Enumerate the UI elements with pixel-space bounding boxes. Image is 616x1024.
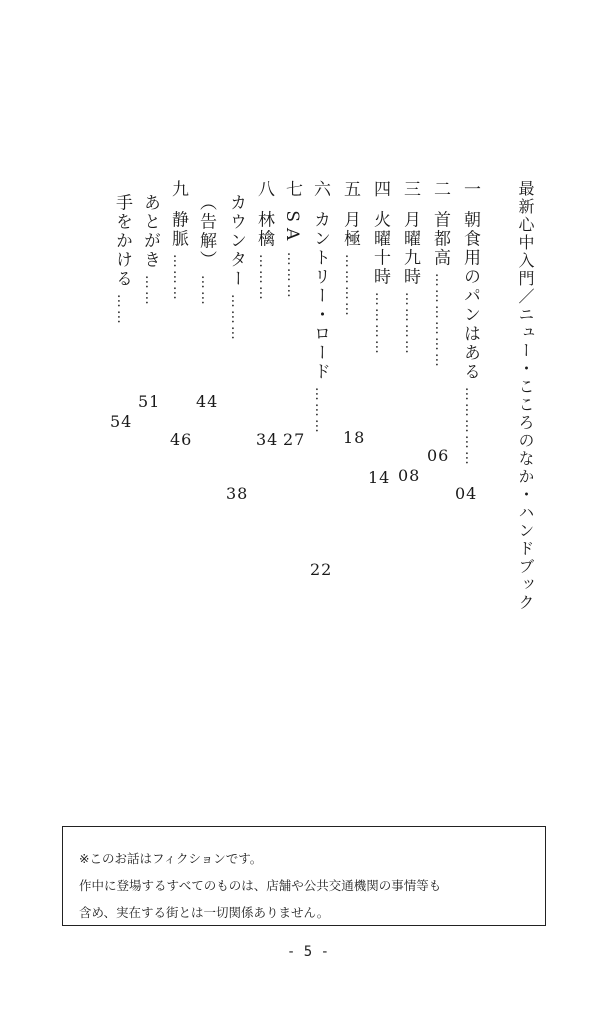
toc-entry-4 xyxy=(368,180,392,356)
toc-leader-dots: ………… xyxy=(342,253,358,318)
toc-page-number: 54 xyxy=(110,412,133,431)
toc-page-number: 04 xyxy=(455,484,478,503)
toc-leader-dots: ……… xyxy=(170,253,186,302)
toc-entry-title: 手をかける xyxy=(112,193,132,289)
toc-entry-afterword xyxy=(138,180,162,307)
toc-leader-dots: ………… xyxy=(402,291,418,356)
toc-page-number: 06 xyxy=(427,446,450,465)
toc-page-number: 51 xyxy=(138,392,161,411)
toc-entry-title: 林檎 xyxy=(254,210,274,249)
toc-leader-dots: ……… xyxy=(256,253,272,302)
disclaimer-line-1: ※このお話はフィクションです。 xyxy=(79,851,263,866)
toc-entry-6 xyxy=(308,180,332,435)
toc-entry-number: 八 xyxy=(254,180,274,197)
toc-entry-title: あとがき xyxy=(140,193,160,270)
book-title-heading: 最新心中入門／ニュー・こころのなか・ハンドブック xyxy=(516,180,535,612)
toc-leader-dots: …… xyxy=(114,293,130,326)
toc-entry-counter xyxy=(224,180,248,342)
toc-entry-7 xyxy=(280,180,304,300)
toc-entry-number: 四 xyxy=(370,180,390,197)
disclaimer-line-2: 作中に登場するすべてのものは、店舗や公共交通機関の事情等も xyxy=(79,878,442,893)
toc-entry-2 xyxy=(428,180,452,369)
toc-entry-final xyxy=(110,180,134,326)
toc-page-number: 38 xyxy=(226,484,249,503)
toc-page-number: 46 xyxy=(170,430,193,449)
toc-entry-number: 六 xyxy=(310,180,330,197)
toc-entry-8 xyxy=(252,180,276,302)
toc-entry-title: 朝食用のパンはある xyxy=(460,210,480,382)
toc-page-number: 08 xyxy=(398,466,421,485)
toc-page-number: 14 xyxy=(368,468,391,487)
toc-entry-title: （告解） xyxy=(196,193,216,270)
toc-entry-title: 火曜十時 xyxy=(370,210,390,287)
toc-leader-dots: ……… xyxy=(284,251,300,300)
toc-leader-dots: ………… xyxy=(372,291,388,356)
toc-entry-number: 三 xyxy=(400,180,420,197)
toc-entry-5 xyxy=(338,180,362,318)
toc-page-number: 44 xyxy=(196,392,219,411)
toc-entry-3 xyxy=(398,180,422,356)
toc-page-number: 18 xyxy=(343,428,366,447)
toc-leader-dots: ……… xyxy=(312,386,328,435)
fiction-disclaimer-box xyxy=(62,826,546,926)
toc-entry-title: 首都高 xyxy=(430,210,450,268)
toc-page-number: 22 xyxy=(310,560,333,579)
toc-entry-number: 一 xyxy=(460,180,480,197)
page-number-footer: - 5 - xyxy=(286,944,330,960)
toc-leader-dots: ……………… xyxy=(432,272,448,369)
toc-entry-number: 九 xyxy=(168,180,188,197)
toc-entry-confession xyxy=(194,180,218,307)
toc-entry-title: SA xyxy=(282,210,302,247)
toc-entry-title: 静脈 xyxy=(168,210,188,249)
toc-entry-number: 五 xyxy=(340,180,360,197)
toc-entry-1 xyxy=(458,180,482,467)
toc-leader-dots: …………… xyxy=(462,386,478,467)
toc-entry-title: カウンター xyxy=(226,193,246,289)
toc-leader-dots: …… xyxy=(198,274,214,307)
toc-leader-dots: …… xyxy=(142,274,158,307)
toc-page-number: 34 xyxy=(256,430,279,449)
toc-entry-9 xyxy=(166,180,190,302)
toc-entry-number: 七 xyxy=(282,180,302,197)
toc-leader-dots: ……… xyxy=(228,293,244,342)
disclaimer-line-3: 含め、実在する街とは一切関係ありません。 xyxy=(79,905,330,920)
toc-entry-number: 二 xyxy=(430,180,450,197)
toc-page-number: 27 xyxy=(283,430,306,449)
toc-entry-title: 月曜九時 xyxy=(400,210,420,287)
toc-entry-title: 月極 xyxy=(340,210,360,249)
toc-entry-title: カントリー・ロード xyxy=(310,210,330,382)
